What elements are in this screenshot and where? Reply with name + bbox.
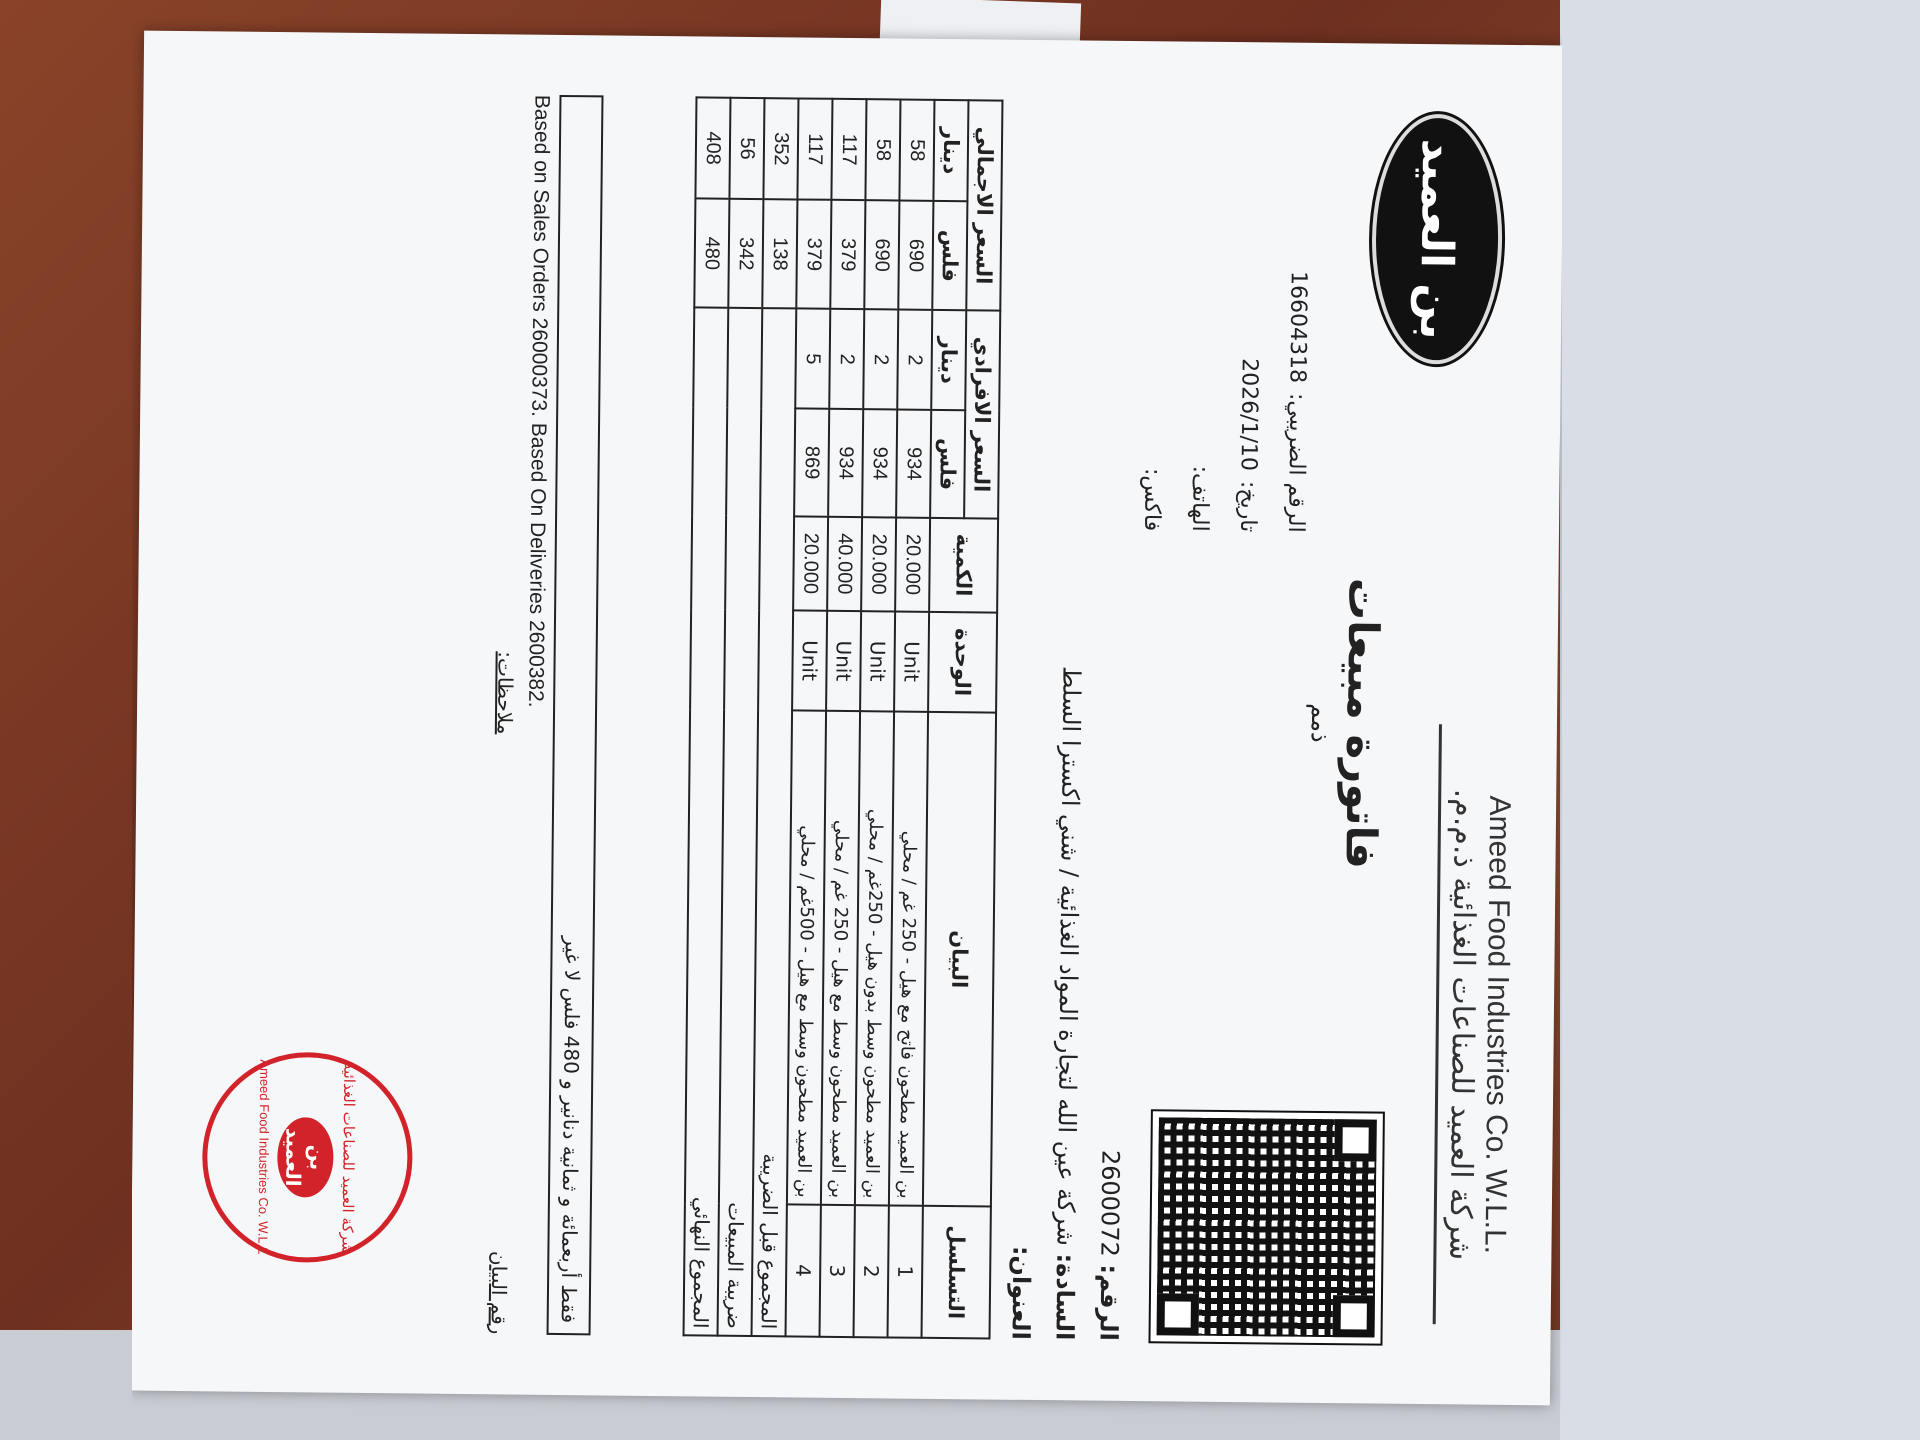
background-paper-right: [1560, 0, 1920, 1440]
header-total-price: السعر الاجمالي: [966, 100, 1002, 311]
company-name-ar: شركة العميد للصناعات الغذائية ذ.م.م.: [1442, 788, 1483, 1261]
date-label: تاريخ:: [1234, 480, 1261, 533]
amount-in-words: فقط أربعمائة و ثمانية دنانير و 480 فلس لا غير: [547, 95, 604, 1335]
cell-total-fils: 379: [830, 200, 865, 309]
qr-finder-pattern: [1157, 1293, 1199, 1335]
header-total-dinar: دينار: [933, 100, 968, 202]
cell-unit: Unit: [860, 611, 895, 712]
cell-unit-dinar: 2: [897, 310, 932, 410]
customer-value: شركة عين الله لتجارة المواد الغذائية / شني اكسترا السلط: [1051, 665, 1086, 1247]
date-row: [1223, 112, 1275, 532]
document-subtitle: ذمم: [1305, 703, 1335, 743]
cell-unit-dinar: 5: [795, 309, 830, 409]
cell-unit: Unit: [826, 611, 861, 712]
signature-label: رقم البيان: [486, 1250, 512, 1335]
cell-quantity: 20.000: [895, 517, 930, 611]
invoice-number-value: 2600072: [1095, 1149, 1125, 1257]
cell-unit-dinar: 2: [863, 309, 898, 409]
logo-text: بن العميد: [1410, 138, 1464, 340]
cell-total-dinar: 58: [865, 99, 900, 201]
invoice-meta: [1127, 111, 1323, 533]
document-title: فاتورة مبيعات: [1336, 577, 1389, 870]
company-stamp: [201, 1051, 413, 1263]
stamp-text-en: Ameed Food Industries Co. W.L.L: [255, 1059, 273, 1255]
qr-code: [1150, 1111, 1382, 1343]
phone-row: [1175, 111, 1227, 531]
header-divider: [1433, 724, 1442, 1324]
header-unit-price: السعر الافرادي: [964, 311, 1000, 519]
qr-finder-pattern: [1334, 1119, 1376, 1161]
cell-description: بن العميد مطحون وسط مع هيل - 500غم / محلي: [787, 711, 826, 1205]
cell-unit: Unit: [792, 610, 827, 711]
tax-number-row: [1271, 112, 1323, 532]
before-tax-dinar: 352: [763, 98, 798, 200]
sales-tax-dinar: 56: [729, 98, 764, 200]
final-total-fils: 480: [694, 199, 729, 308]
title-block: [1304, 563, 1388, 884]
cell-total-fils: 690: [898, 201, 933, 310]
tax-number-value: 16604318: [1284, 270, 1311, 384]
header-unit: الوحدة: [928, 612, 997, 713]
header-unit-dinar: دينار: [931, 310, 966, 410]
header-unit-fils: فلس: [930, 410, 965, 518]
sales-invoice-document: [132, 31, 1562, 1406]
cell-unit-dinar: 2: [829, 309, 864, 409]
address-label: العنوان:: [1006, 1245, 1036, 1340]
final-total-dinar: 408: [695, 97, 730, 199]
cell-unit: Unit: [894, 611, 929, 712]
items-table: [683, 96, 1004, 1339]
cell-unit-fils: 869: [794, 409, 829, 517]
before-tax-label: المجموع قبل الضريبة: [752, 308, 797, 1336]
cell-serial: 4: [786, 1205, 821, 1337]
cell-total-fils: 379: [796, 200, 831, 309]
sales-tax-fils: 342: [728, 199, 763, 308]
tax-number-label: الرقم الضريبي:: [1282, 392, 1310, 533]
qr-finder-pattern: [1333, 1295, 1375, 1337]
cell-serial: 3: [820, 1205, 855, 1337]
document-viewport: [132, 8, 1562, 1428]
cell-quantity: 20.000: [793, 516, 828, 610]
cell-unit-fils: 934: [828, 409, 863, 517]
cell-unit-fils: 934: [862, 409, 897, 517]
cell-quantity: 40.000: [827, 517, 862, 611]
invoice-number-label: الرقم:: [1094, 1264, 1124, 1341]
cell-total-dinar: 117: [831, 99, 866, 201]
based-on-text: Based on Sales Orders 26000373. Based On Deliveries 2600382.: [524, 94, 554, 708]
cell-total-dinar: 117: [797, 98, 832, 200]
header-quantity: الكمية: [929, 518, 998, 613]
fax-label: فاكس:: [1138, 467, 1165, 532]
cell-serial: 2: [854, 1205, 889, 1337]
company-name-en: Ameed Food Industries Co. W.L.L.: [1478, 795, 1517, 1255]
stamp-text-ar: شركة العميد للصناعات الغذائية: [338, 1062, 359, 1254]
notes-label: ملاحظات:: [492, 651, 518, 735]
final-total-label: المجموع النهائي: [684, 308, 729, 1336]
sales-tax-label: ضريبة المبيعات: [718, 308, 763, 1336]
cell-description: بن العميد مطحون وسط مع هيل - 250 غم / محلي: [821, 711, 860, 1205]
company-header: [1432, 704, 1517, 1345]
header-serial: التسلسل: [922, 1206, 991, 1339]
company-logo: [1371, 113, 1504, 364]
cell-total-dinar: 58: [899, 100, 934, 202]
stamp-logo: بن العميد: [277, 1117, 334, 1198]
header-total-fils: فلس: [932, 201, 967, 310]
before-tax-fils: 138: [762, 199, 797, 308]
cell-total-fils: 690: [864, 200, 899, 309]
customer-label: السادة:: [1050, 1253, 1080, 1341]
phone-value: [1176, 455, 1224, 456]
date-value: 2026/1/10: [1235, 358, 1262, 472]
cell-serial: 1: [888, 1206, 923, 1338]
cell-quantity: 20.000: [861, 517, 896, 611]
cell-unit-fils: 934: [896, 410, 931, 518]
customer-info: [998, 340, 1140, 1341]
header-description: البيان: [923, 712, 996, 1207]
cell-description: بن العميد مطحون وسط بدون هيل - 250غم / محلي: [855, 711, 894, 1205]
cell-description: بن العميد مطحون فاتح مع هيل - 250 غم / محلي: [889, 712, 928, 1206]
phone-label: الهاتف:: [1186, 465, 1213, 532]
